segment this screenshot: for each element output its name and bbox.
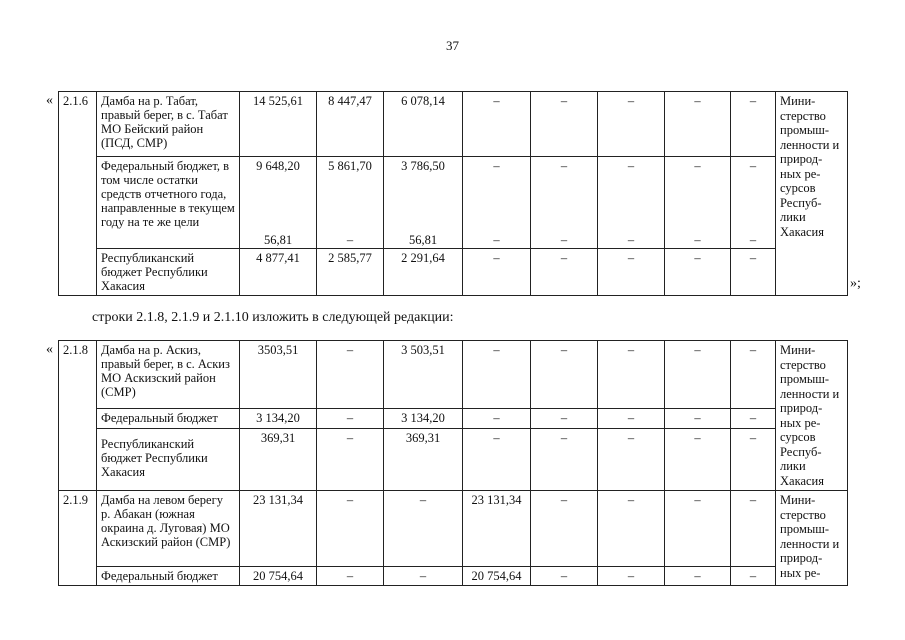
close-quote: »; bbox=[850, 276, 861, 291]
row-number: 2.1.8 bbox=[59, 341, 97, 409]
year-3-value: – bbox=[463, 409, 531, 428]
year-7-value: – bbox=[731, 567, 776, 586]
year-3-value: – bbox=[463, 341, 531, 409]
responsible-ministry: Мини-стерство промыш-ленности и природ-ных ре-сурсов Респуб-лики Хакасия bbox=[776, 92, 848, 296]
year-2-value: 369,31 bbox=[384, 428, 463, 490]
year-6-residual: – bbox=[694, 233, 701, 247]
year-5-value: – bbox=[598, 92, 665, 157]
year-7-value: – bbox=[731, 409, 776, 428]
year-4-value: – bbox=[531, 567, 598, 586]
table-row bbox=[59, 409, 848, 428]
year-5-value: – bbox=[598, 491, 665, 567]
year-4-residual: – bbox=[560, 233, 568, 247]
total-value: 4 877,41 bbox=[240, 249, 317, 296]
year-4-value: – bbox=[531, 428, 598, 490]
object-name: Дамба на р. Табат, правый берег, в с. Табат МО Бейский район (ПСД, СМР) bbox=[97, 92, 240, 157]
year-5-residual: – bbox=[627, 233, 635, 247]
year-7-value: – bbox=[749, 159, 757, 173]
year-5-value: – bbox=[598, 428, 665, 490]
year-7-residual: – bbox=[749, 233, 757, 247]
year-3-value: – bbox=[493, 159, 500, 173]
table-row bbox=[59, 249, 848, 296]
object-name: Республиканский бюджет Республики Хакасия bbox=[97, 249, 240, 296]
row-number: 2.1.9 bbox=[59, 491, 97, 567]
year-7-value: – bbox=[731, 92, 776, 157]
total-value: 3 134,20 bbox=[240, 409, 317, 428]
table-row bbox=[59, 341, 848, 409]
year-2-value: – bbox=[384, 491, 463, 567]
year-3-residual: – bbox=[493, 233, 500, 247]
total-value: 23 131,34 bbox=[240, 491, 317, 567]
year-5-value: – bbox=[598, 409, 665, 428]
year-3-value: – bbox=[463, 428, 531, 490]
year-2-value: – bbox=[384, 567, 463, 586]
year-6-value: – bbox=[665, 567, 731, 586]
total-value: 369,31 bbox=[240, 428, 317, 490]
year-6-value: – bbox=[665, 341, 731, 409]
year-6-value: – bbox=[694, 159, 701, 173]
total-value: 14 525,61 bbox=[240, 92, 317, 157]
year-1-value: – bbox=[317, 428, 384, 490]
year-1-value: – bbox=[317, 341, 384, 409]
table-2-1-8-2-1-9 bbox=[58, 340, 848, 586]
year-4-value: – bbox=[531, 491, 598, 567]
year-2-value: 3 134,20 bbox=[384, 409, 463, 428]
year-4-value: – bbox=[531, 249, 598, 296]
year-4-value: – bbox=[531, 92, 598, 157]
year-5-value: – bbox=[598, 341, 665, 409]
year-3-value: – bbox=[463, 92, 531, 157]
object-name: Дамба на р. Аскиз, правый берег, в с. Аскиз МО Аскизский район (СМР) bbox=[97, 341, 240, 409]
year-2-value: 2 291,64 bbox=[384, 249, 463, 296]
object-name: Республиканский бюджет Республики Хакасия bbox=[97, 428, 240, 490]
table-row bbox=[59, 491, 848, 567]
object-name: Дамба на левом берегу р. Абакан (южная окраина д. Луговая) МО Аскизский район (СМР) bbox=[97, 491, 240, 567]
page-number: 37 bbox=[446, 38, 459, 53]
table-row bbox=[59, 92, 848, 157]
year-7-value: – bbox=[731, 491, 776, 567]
responsible-ministry: Мини-стерство промыш-ленности и природ-ных ре-сурсов Респуб-лики Хакасия bbox=[776, 341, 848, 491]
year-7-value: – bbox=[731, 428, 776, 490]
year-1-value: 8 447,47 bbox=[317, 92, 384, 157]
total-value: 3503,51 bbox=[240, 341, 317, 409]
year-2-value: 3 786,50 bbox=[401, 159, 445, 173]
table-row bbox=[59, 428, 848, 490]
year-1-value: 5 861,70 bbox=[328, 159, 372, 173]
year-2-residual: 56,81 bbox=[408, 233, 438, 247]
year-7-value: – bbox=[731, 341, 776, 409]
year-3-value: – bbox=[463, 249, 531, 296]
year-5-value: – bbox=[598, 567, 665, 586]
year-4-value: – bbox=[531, 341, 598, 409]
year-3-value: 23 131,34 bbox=[463, 491, 531, 567]
year-6-value: – bbox=[665, 249, 731, 296]
year-3-value: 20 754,64 bbox=[463, 567, 531, 586]
table-row bbox=[59, 157, 848, 249]
object-name: Федеральный бюджет bbox=[97, 567, 240, 586]
year-2-value: 3 503,51 bbox=[384, 341, 463, 409]
instruction-text: строки 2.1.8, 2.1.9 и 2.1.10 изложить в следующей редакции: bbox=[92, 310, 454, 325]
year-4-value: – bbox=[531, 409, 598, 428]
year-1-residual: – bbox=[346, 233, 354, 247]
responsible-ministry: Мини-стерство промыш-ленности и природ-ных ре- bbox=[776, 491, 848, 586]
object-name: Федеральный бюджет, в том числе остатки средств отчетного года, направленные в текущем году на те же цели bbox=[97, 157, 240, 249]
table-2-1-6 bbox=[58, 91, 848, 296]
row-number: 2.1.6 bbox=[59, 92, 97, 157]
total-value: 20 754,64 bbox=[240, 567, 317, 586]
object-name: Федеральный бюджет bbox=[97, 409, 240, 428]
total-value: 9 648,20 bbox=[256, 159, 300, 173]
table-row bbox=[59, 567, 848, 586]
year-6-value: – bbox=[665, 409, 731, 428]
year-6-value: – bbox=[665, 428, 731, 490]
open-quote: « bbox=[46, 342, 53, 357]
year-2-value: 6 078,14 bbox=[384, 92, 463, 157]
year-6-value: – bbox=[665, 92, 731, 157]
year-4-value: – bbox=[560, 159, 568, 173]
year-7-value: – bbox=[731, 249, 776, 296]
year-5-value: – bbox=[598, 249, 665, 296]
year-1-value: – bbox=[317, 491, 384, 567]
year-1-value: – bbox=[317, 409, 384, 428]
year-1-value: – bbox=[317, 567, 384, 586]
year-1-value: 2 585,77 bbox=[317, 249, 384, 296]
year-6-value: – bbox=[665, 491, 731, 567]
total-value-residual: 56,81 bbox=[263, 233, 293, 247]
open-quote: « bbox=[46, 93, 53, 108]
year-5-value: – bbox=[627, 159, 635, 173]
